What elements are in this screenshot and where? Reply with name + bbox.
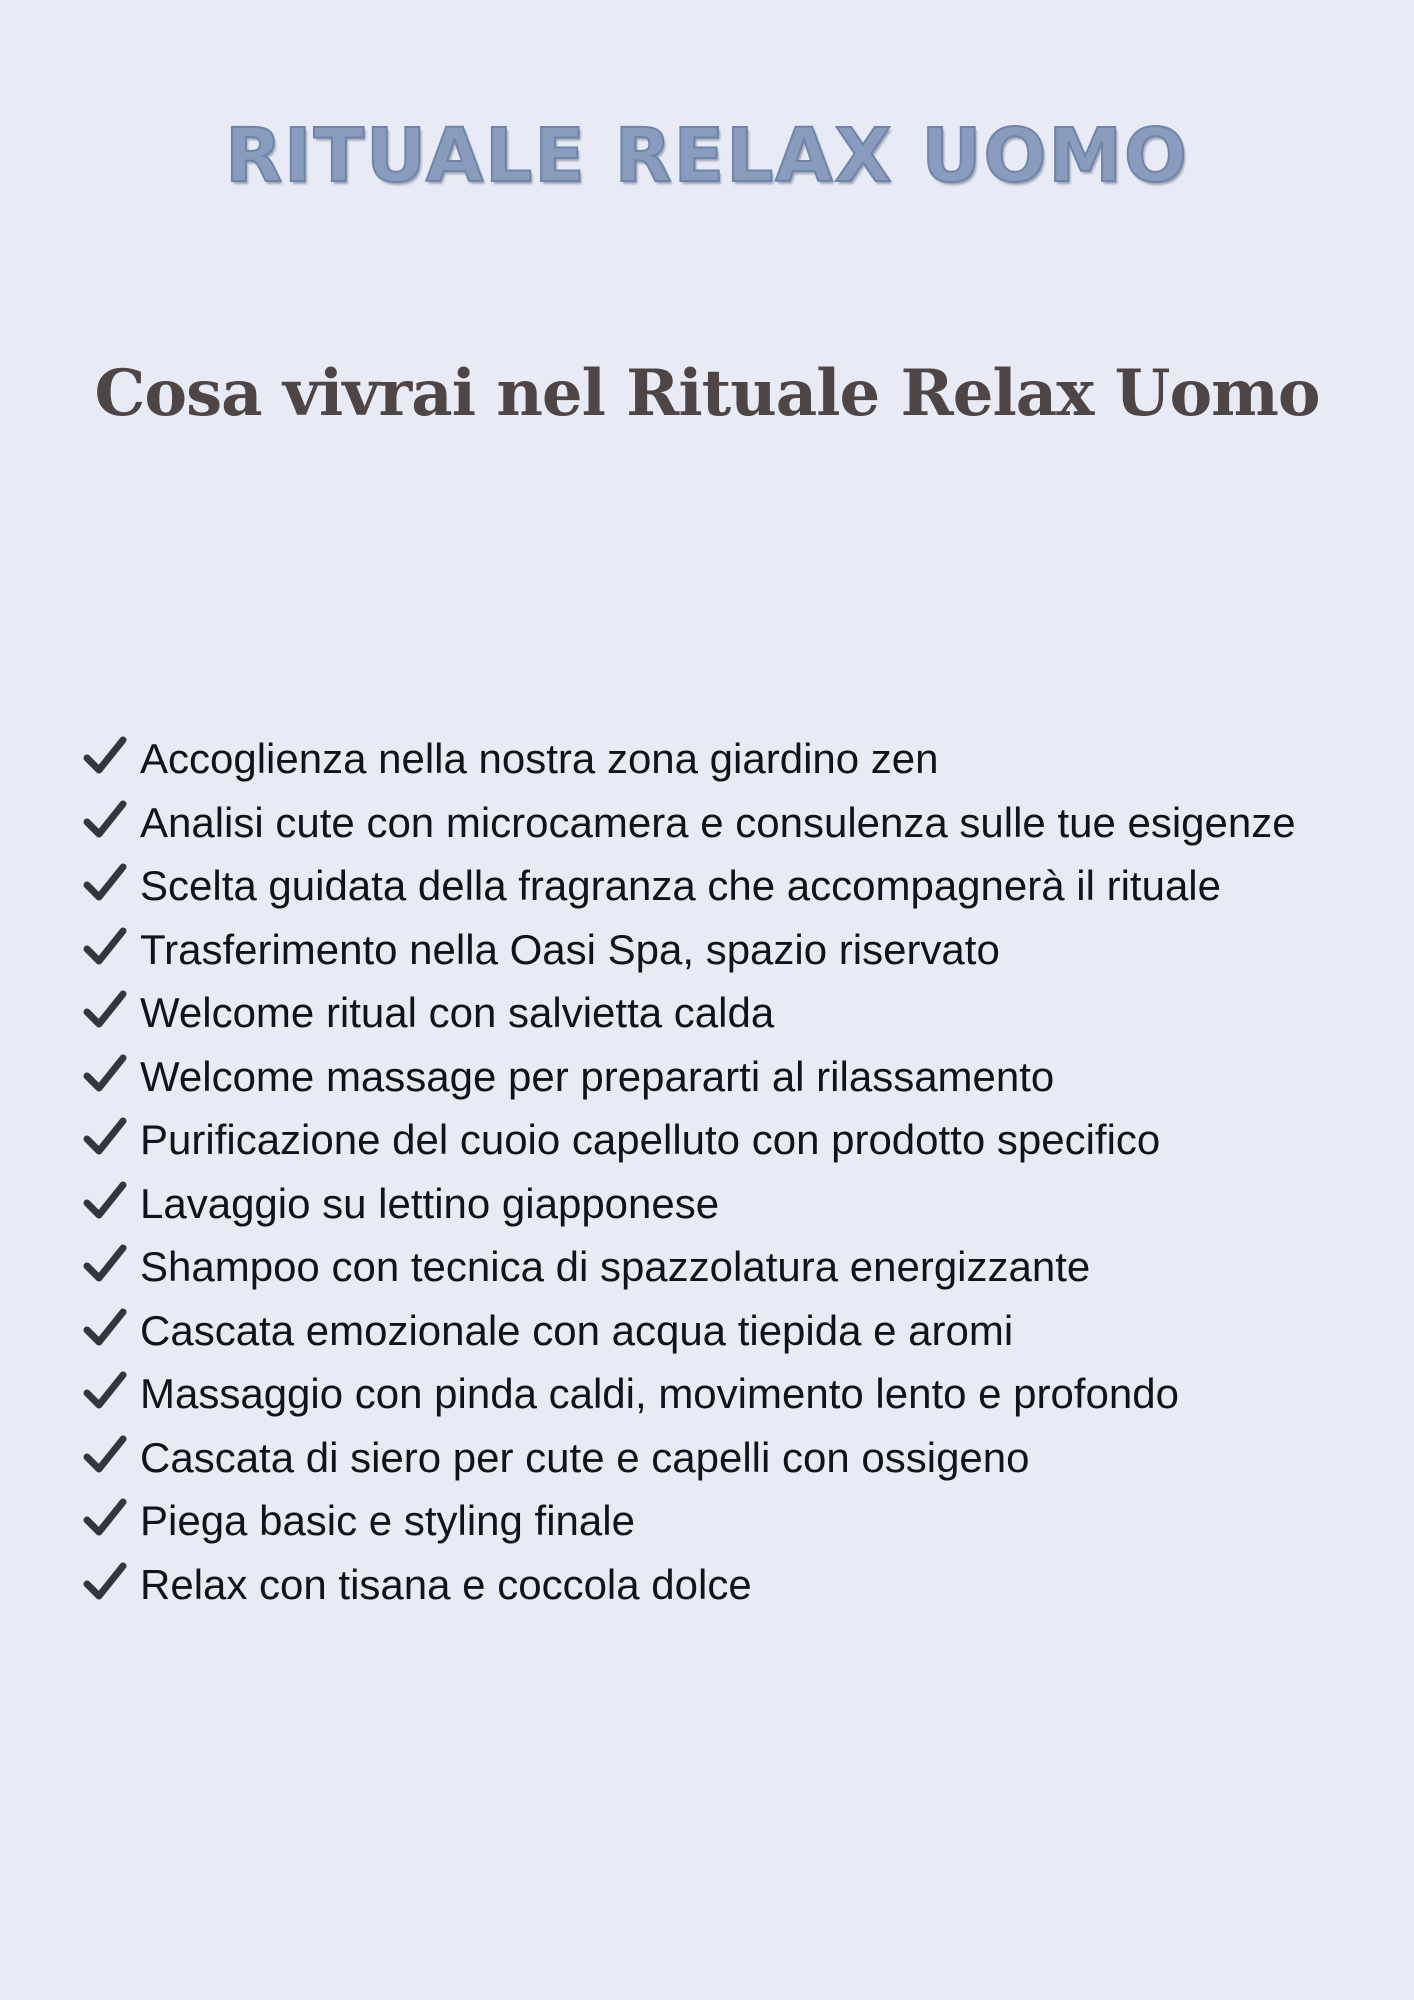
ritual-steps-list	[82, 727, 1352, 1616]
list-item	[82, 1235, 1352, 1299]
list-item-text: Analisi cute con microcamera e consulenza sulle tue esigenze	[140, 798, 1296, 846]
list-item-text: Lavaggio su lettino giapponese	[140, 1179, 720, 1227]
list-item	[82, 918, 1352, 982]
list-item-text: Cascata emozionale con acqua tiepida e aromi	[140, 1306, 1014, 1354]
list-item-text: Purificazione del cuoio capelluto con prodotto specifico	[140, 1116, 1161, 1163]
check-icon	[82, 1497, 128, 1537]
check-icon	[82, 989, 128, 1029]
check-icon	[82, 1243, 128, 1283]
page-title: RITUALE RELAX UOMO	[225, 113, 1189, 199]
list-item-text: Accoglienza nella nostra zona giardino zen	[140, 735, 939, 782]
list-item	[82, 981, 1352, 1045]
check-icon	[82, 1561, 128, 1601]
check-icon	[82, 1434, 128, 1474]
list-item-text: Welcome massage per prepararti al rilassamento	[140, 1052, 1055, 1100]
list-item	[82, 1426, 1352, 1490]
check-icon	[82, 1180, 128, 1220]
check-icon	[82, 1053, 128, 1093]
list-item	[82, 1299, 1352, 1363]
check-icon	[82, 862, 128, 902]
list-item-text: Shampoo con tecnica di spazzolatura energizzante	[140, 1243, 1091, 1290]
list-item-text: Piega basic e styling finale	[140, 1497, 635, 1544]
list-item	[82, 1553, 1352, 1617]
list-item-text: Cascata di siero per cute e capelli con ossigeno	[140, 1433, 1030, 1481]
check-icon	[82, 1370, 128, 1410]
list-item	[82, 727, 1352, 791]
list-item	[82, 1489, 1352, 1553]
list-item	[82, 1108, 1352, 1172]
list-item	[82, 791, 1352, 855]
check-icon	[82, 926, 128, 966]
list-item	[82, 854, 1352, 918]
list-item-text: Scelta guidata della fragranza che accompagnerà il rituale	[140, 862, 1221, 909]
check-icon	[82, 735, 128, 775]
section-heading: Cosa vivrai nel Rituale Relax Uomo	[94, 356, 1320, 431]
check-icon	[82, 799, 128, 839]
list-item-text: Trasferimento nella Oasi Spa, spazio riservato	[140, 925, 1000, 973]
list-item-text: Massaggio con pinda caldi, movimento lento e profondo	[140, 1370, 1179, 1417]
list-item-text: Welcome ritual con salvietta calda	[140, 989, 775, 1036]
list-item	[82, 1172, 1352, 1236]
check-icon	[82, 1307, 128, 1347]
check-icon	[82, 1116, 128, 1156]
list-item-text: Relax con tisana e coccola dolce	[140, 1560, 752, 1608]
list-item	[82, 1362, 1352, 1426]
list-item	[82, 1045, 1352, 1109]
